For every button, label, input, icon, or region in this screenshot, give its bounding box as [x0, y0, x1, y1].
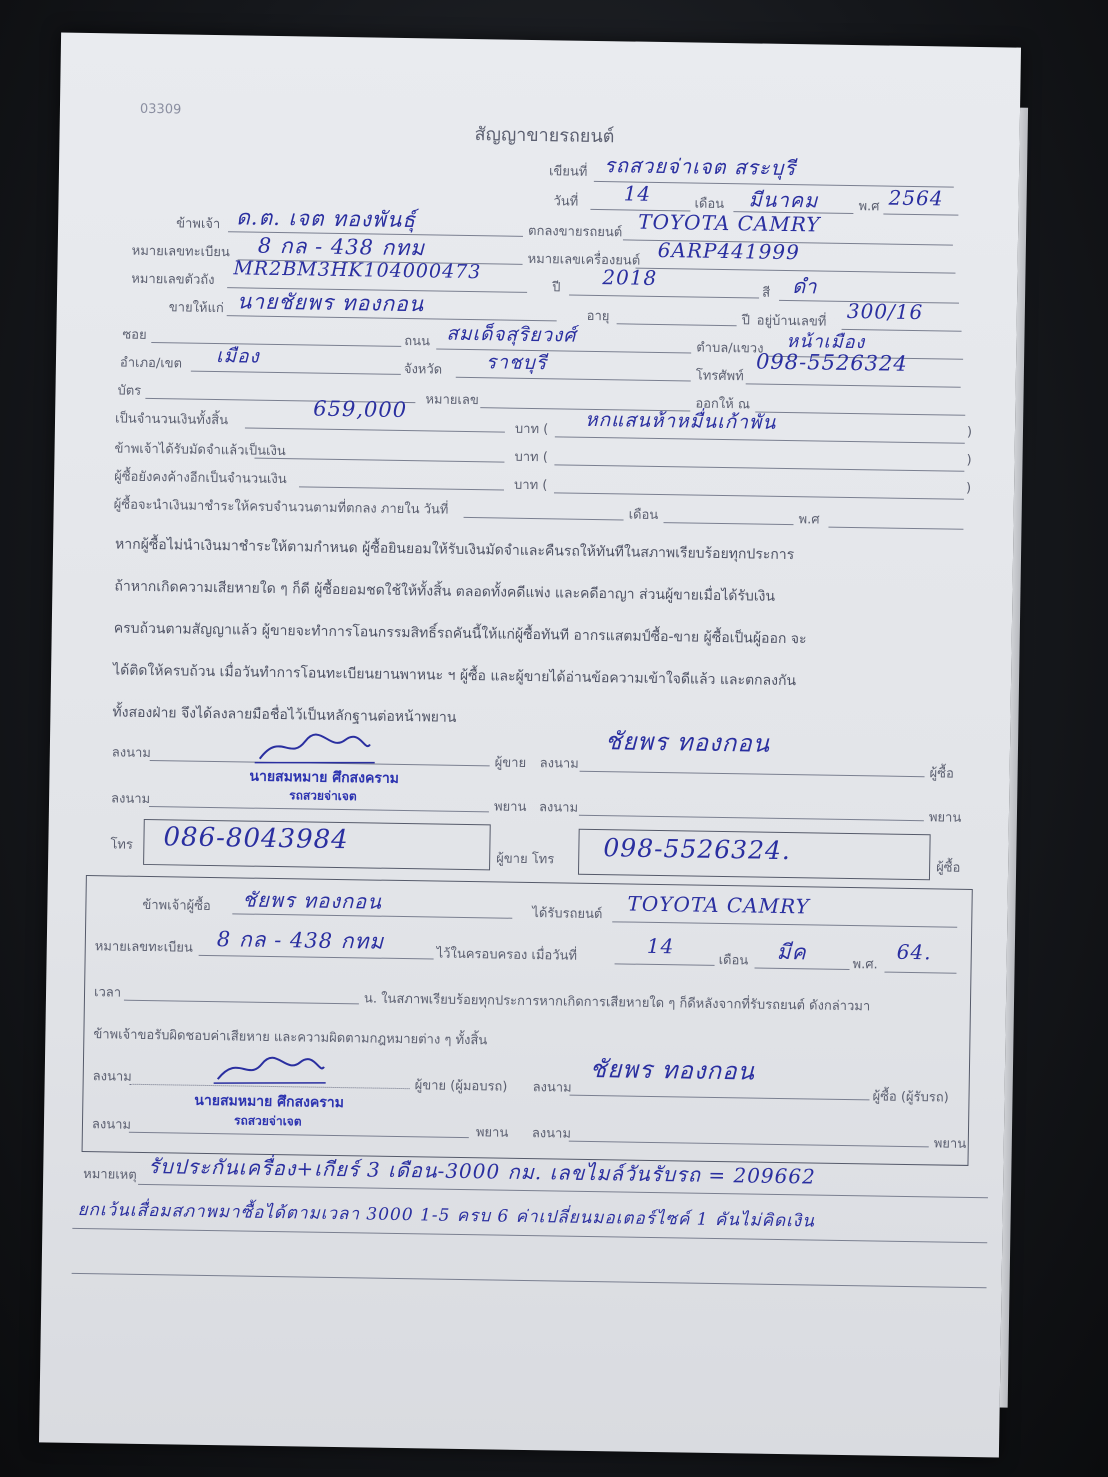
- receipt-witness1-label: ลงนาม: [91, 1117, 132, 1133]
- color-value: ดำ: [792, 274, 818, 299]
- receipt-buyer-label: ข้าพเจ้าผู้ซื้อ: [142, 897, 211, 915]
- receipt-reg-value: 8 กล - 438 กทม: [216, 927, 385, 954]
- subdistrict-value: หน้าเมือง: [786, 330, 866, 354]
- registration-label: หมายเลขทะเบียน: [131, 243, 230, 261]
- receipt-seller-signature: [210, 1045, 331, 1092]
- remaining-baht-label: บาท (: [513, 477, 548, 494]
- house-value: 300/16: [846, 298, 924, 325]
- receipt-box: [82, 875, 973, 1166]
- contract-sheet: [39, 33, 1021, 1458]
- deposit-label: ข้าพเจ้าได้รับมัดจำแล้วเป็นเงิน: [114, 441, 286, 460]
- month-value: มีนาคม: [748, 187, 819, 213]
- due-month-line: [664, 522, 794, 525]
- buyer-phone-value: 098-5526324.: [603, 833, 792, 866]
- district-line: [191, 371, 401, 375]
- age-label: อายุ: [586, 308, 610, 325]
- chassis-year-line: [569, 295, 759, 299]
- notes-line-2: [72, 1228, 987, 1243]
- receipt-witness2-label: ลงนาม: [531, 1126, 572, 1142]
- terms-line-2: ถ้าหากเกิดความเสียหายใด ๆ ก็ดี ผู้ซื้อยอมชดใช้ให้ทั้งสิ้น ตลอดทั้งคดีแพ่ง และคดีอาญา ส่วนผู้ขายเมื่อได้รับเงิน: [114, 578, 776, 605]
- id-number-label: หมายเลข: [425, 392, 479, 409]
- terms-line-5: ทั้งสองฝ่าย จึงได้ลงลายมือชื่อไว้เป็นหลักฐานต่อหน้าพยาน: [112, 704, 457, 726]
- possession-month-value: มีค: [776, 939, 807, 965]
- notes-text-1: รับประกันเครื่อง+เกียร์ 3 เดือน-3000 กม. เลขไมล์วันรับรถ = 209662: [148, 1154, 816, 1189]
- subdistrict-label: ตำบล/แขวง: [696, 340, 764, 357]
- possession-day-value: 14: [646, 933, 675, 959]
- witness2-sign-label: ลงนาม: [538, 800, 579, 816]
- due-label: ผู้ซื้อจะนำเงินมาชำระให้ครบจำนวนตามที่ตกลง ภายใน วันที่: [113, 497, 449, 518]
- witness1-sign-line: [149, 806, 489, 812]
- chassis-label: หมายเลขตัวถัง: [131, 271, 215, 288]
- day-value: 14: [623, 181, 652, 206]
- receipt-buyer-role: ผู้ซื้อ (ผู้รับรถ): [872, 1089, 949, 1106]
- buyer-label: ขายให้แก่: [168, 300, 224, 317]
- total-baht-label: บาท (: [514, 421, 549, 438]
- receipt-stamp-name: นายสมหมาย ศึกสงคราม: [194, 1092, 345, 1112]
- total-label: เป็นจำนวนเงินทั้งสิ้น: [114, 411, 229, 429]
- written-at-value: รถสวยจ่าเจต สระบุรี: [603, 153, 797, 181]
- day-label: วันที่: [553, 194, 579, 210]
- buyer-signature: ชัยพร ทองกอน: [604, 727, 771, 758]
- received-label: ได้รับรถยนต์: [532, 906, 603, 923]
- engine-label: หมายเลขเครื่องยนต์: [527, 251, 641, 269]
- due-year-label: พ.ศ: [798, 512, 820, 528]
- buyer-value: นายชัยพร ทองกอน: [236, 289, 425, 317]
- written-at-label: เขียนที่: [548, 164, 588, 180]
- notes-label: หมายเหตุ: [83, 1167, 137, 1183]
- province-label: จังหวัด: [403, 361, 443, 378]
- total-line: [245, 427, 505, 432]
- due-month-label: เดือน: [628, 507, 659, 523]
- notes-text-2: ยกเว้นเสื่อมสภาพมาซื้อได้ตามเวลา 3000 1-5 ครบ 6 ค่าเปลี่ยนมอเตอร์ไซค์ 1 คันไม่คิดเงิน: [77, 1199, 815, 1232]
- buyer-role-1: ผู้ซื้อ: [929, 766, 954, 782]
- remaining-line: [299, 486, 504, 490]
- road-value: สมเด็จสุริยวงศ์: [446, 322, 577, 347]
- car-value: TOYOTA CAMRY: [638, 209, 821, 237]
- chassis-year-label: ปี: [552, 280, 561, 296]
- registration-value: 8 กล - 438 กทม: [257, 233, 426, 261]
- received-value: TOYOTA CAMRY: [627, 891, 810, 919]
- terms-line-3: ครบถ้วนตามสัญญาแล้ว ผู้ขายจะทำการโอนกรรมสิทธิ์รถคันนี้ให้แก่ผู้ซื้อทันที อากรแสตมป์ซื้อ-ขาย ผู้ซื้อเป็นผู้ออก จะ: [113, 620, 807, 648]
- year-line: [883, 213, 958, 215]
- buyer-sign-label: ลงนาม: [539, 756, 579, 772]
- receipt-witness2-role: พยาน: [933, 1136, 967, 1152]
- total-close-paren: ): [966, 424, 973, 440]
- buyer-sign-line: [580, 771, 925, 777]
- seller-role-1: ผู้ขาย: [494, 755, 527, 771]
- terms-line-4: ได้ติดให้ครบถ้วน เมื่อวันทำการโอนทะเบียนยานพาหนะ ฯ ผู้ซื้อ และผู้ขายได้อ่านข้อความเข้าใจดีแล้ว และตกลงกัน: [112, 662, 797, 690]
- receipt-buyer-signature: ชัยพร ทองกอน: [589, 1054, 756, 1086]
- receipt-witness1-role: พยาน: [475, 1125, 509, 1141]
- deposit-words-line: [554, 464, 964, 471]
- witness1-sign-label: ลงนาม: [110, 791, 151, 808]
- time-label: เวลา: [93, 985, 122, 1001]
- deposit-close-paren: ): [966, 452, 972, 468]
- document-number: 03309: [139, 101, 182, 118]
- issued-line: [755, 411, 965, 415]
- road-label: ถนน: [404, 333, 431, 350]
- soi-line: [151, 342, 401, 347]
- due-year-line: [828, 527, 963, 530]
- witness2-role: พยาน: [928, 810, 962, 826]
- seller-phone-label: โทร: [110, 837, 134, 853]
- card-label: บัตร: [117, 383, 142, 399]
- receipt-reg-label: หมายเลขทะเบียน: [94, 939, 193, 956]
- remaining-close-paren: ): [965, 480, 972, 496]
- deposit-baht-label: บาท (: [514, 449, 548, 466]
- year-label: พ.ศ: [858, 199, 880, 215]
- seller-stamp-name: นายสมหมาย ศึกสงคราม: [249, 768, 400, 787]
- paper-stack-edge: [1000, 108, 1028, 1408]
- receipt-seller-role: ผู้ขาย (ผู้มอบรถ): [414, 1078, 508, 1095]
- province-line: [456, 377, 691, 382]
- witness2-sign-line: [579, 815, 924, 821]
- liability-text: ข้าพเจ้าขอรับผิดชอบค่าเสียหาย และความผิดตามกฎหมายต่าง ๆ ทั้งสิ้น: [93, 1027, 488, 1049]
- seller-value: ด.ต. เจต ทองพันธุ์: [236, 205, 417, 233]
- receipt-buyer-sign-label: ลงนาม: [532, 1080, 572, 1096]
- possession-year-value: 64.: [896, 939, 932, 965]
- house-label: อยู่บ้านเลขที่: [756, 313, 827, 330]
- receipt-stamp-shop: รถสวยจ่าเจต: [233, 1113, 302, 1129]
- chassis-year-value: 2018: [602, 265, 658, 290]
- notes-line-3: [72, 1273, 987, 1288]
- province-value: ราชบุรี: [485, 351, 548, 375]
- phone-label: โทรศัพท์: [695, 368, 744, 385]
- color-label: สี: [762, 285, 771, 301]
- terms-line-1: หากผู้ซื้อไม่นำเงินมาชำระให้ตามกำหนด ผู้ซื้อยินยอมให้รับเงินมัดจำและคืนรถให้ทันทีในสภาพเรียบร้อยทุกประการ: [114, 536, 795, 564]
- issued-label: ออกให้ ณ: [695, 396, 751, 413]
- year-value: 2564: [888, 185, 944, 211]
- phone-value: 098-5526324: [755, 349, 908, 376]
- seller-label: ข้าพเจ้า: [176, 216, 221, 233]
- age-line: [617, 323, 737, 326]
- time-suffix: น. ในสภาพเรียบร้อยทุกประการหากเกิดการเสียหายใด ๆ ก็ดีหลังจากที่รับรถยนต์ ดังกล่าวมา: [363, 991, 871, 1015]
- engine-value: 6ARP441999: [657, 237, 800, 265]
- seller-sign-label: ลงนาม: [111, 745, 152, 762]
- witness1-role: พยาน: [493, 799, 527, 815]
- total-words: หกแสนห้าหมื่นเก้าพัน: [584, 408, 777, 434]
- chassis-value: MR2BM3HK104000473: [233, 257, 482, 284]
- due-day-line: [464, 517, 624, 521]
- soi-label: ซอย: [122, 327, 147, 343]
- district-value: เมือง: [215, 345, 260, 368]
- remaining-words-line: [554, 492, 964, 499]
- possession-month-label: เดือน: [718, 952, 749, 969]
- receipt-seller-sign-label: ลงนาม: [92, 1069, 132, 1085]
- remaining-label: ผู้ซื้อยังคงค้างอีกเป็นจำนวนเงิน: [114, 469, 287, 488]
- phone-line: [746, 383, 961, 387]
- seller-role-phone: ผู้ขาย โทร: [496, 851, 555, 868]
- document-title: สัญญาขายรถยนต์: [474, 124, 615, 148]
- month-label: เดือน: [694, 196, 725, 212]
- years-label: ปี: [741, 313, 751, 329]
- buyer-role-phone: ผู้ซื้อ: [936, 860, 961, 876]
- car-label: ตกลงขายรถยนต์: [527, 223, 623, 241]
- seller-phone-value: 086-8043984: [163, 822, 349, 856]
- deposit-line: [254, 458, 504, 463]
- total-value: 659,000: [313, 396, 408, 423]
- possession-year-label: พ.ศ.: [852, 957, 878, 973]
- possession-label: ไว้ในครอบครอง เมื่อวันที่: [436, 946, 578, 964]
- receipt-buyer-value: ชัยพร ทองกอน: [242, 887, 383, 914]
- seller-stamp-shop: รถสวยจ่าเจต: [289, 788, 357, 804]
- seller-signature: [250, 721, 381, 773]
- district-label: อำเภอ/เขต: [119, 355, 183, 372]
